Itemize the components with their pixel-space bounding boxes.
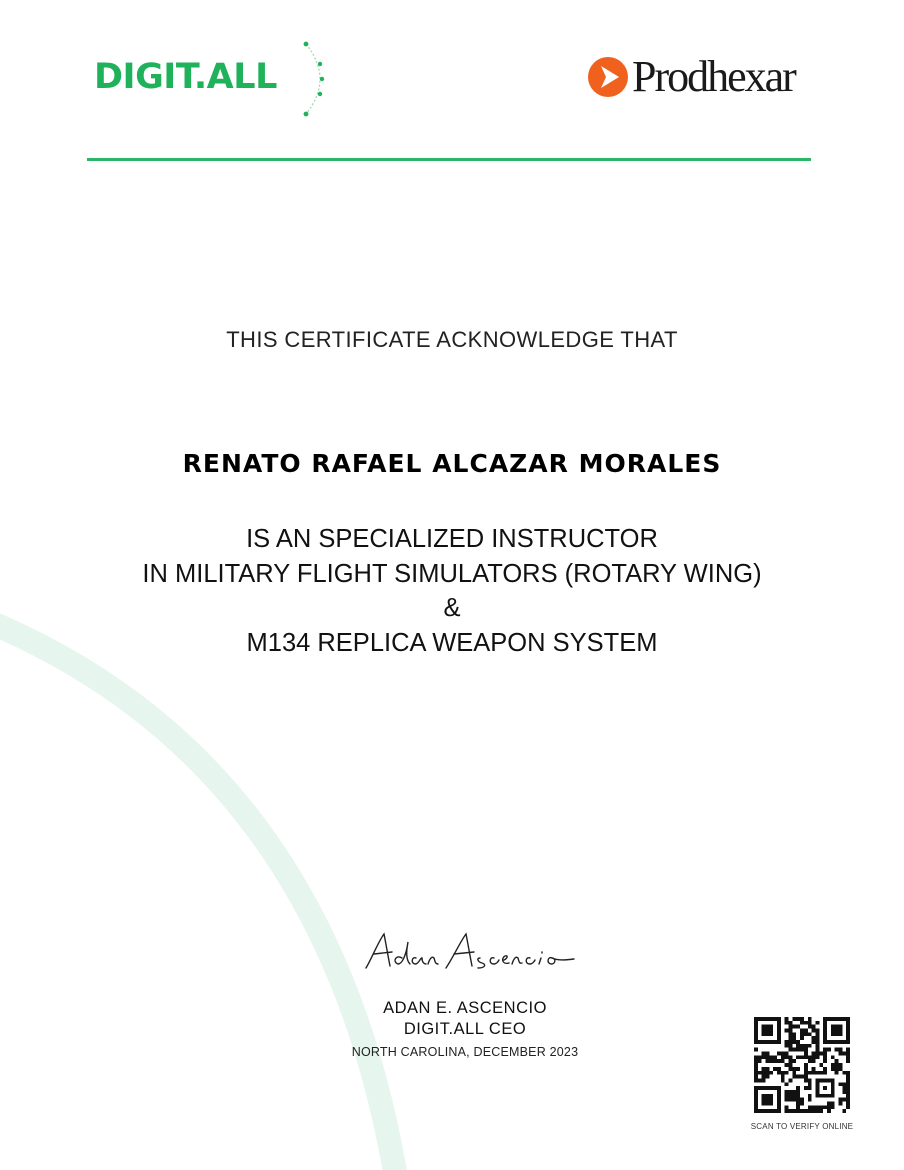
description-line: M134 REPLICA WEAPON SYSTEM [246, 628, 658, 657]
certificate-description [0, 522, 904, 660]
description-line: IS AN SPECIALIZED INSTRUCTOR [246, 525, 658, 553]
prodhexar-logo [586, 52, 816, 102]
qr-code[interactable] [754, 1017, 850, 1113]
signer-role: DIGIT.ALL CEO [403, 1020, 527, 1038]
prodhexar-play-icon [586, 55, 630, 99]
certificate-intro: THIS CERTIFICATE ACKNOWLEDGE THAT [226, 327, 678, 352]
qr-caption: SCAN TO VERIFY ONLINE [750, 1122, 854, 1131]
recipient-name: RENATO RAFAEL ALCAZAR MORALES [182, 449, 722, 478]
prodhexar-logo-text: Prodhexar [632, 52, 795, 101]
bracket-arc-icon [294, 40, 334, 118]
digitall-logo-text: DIGIT.ALL [94, 57, 277, 97]
description-line: IN MILITARY FLIGHT SIMULATORS (ROTARY WING) [142, 559, 762, 588]
description-line: & [443, 594, 461, 622]
signer-place-date: NORTH CAROLINA, DECEMBER 2023 [351, 1045, 579, 1059]
digitall-logo [94, 40, 334, 118]
signature-image [362, 928, 578, 974]
header-divider [87, 158, 811, 161]
signer-name: ADAN E. ASCENCIO [383, 999, 547, 1017]
